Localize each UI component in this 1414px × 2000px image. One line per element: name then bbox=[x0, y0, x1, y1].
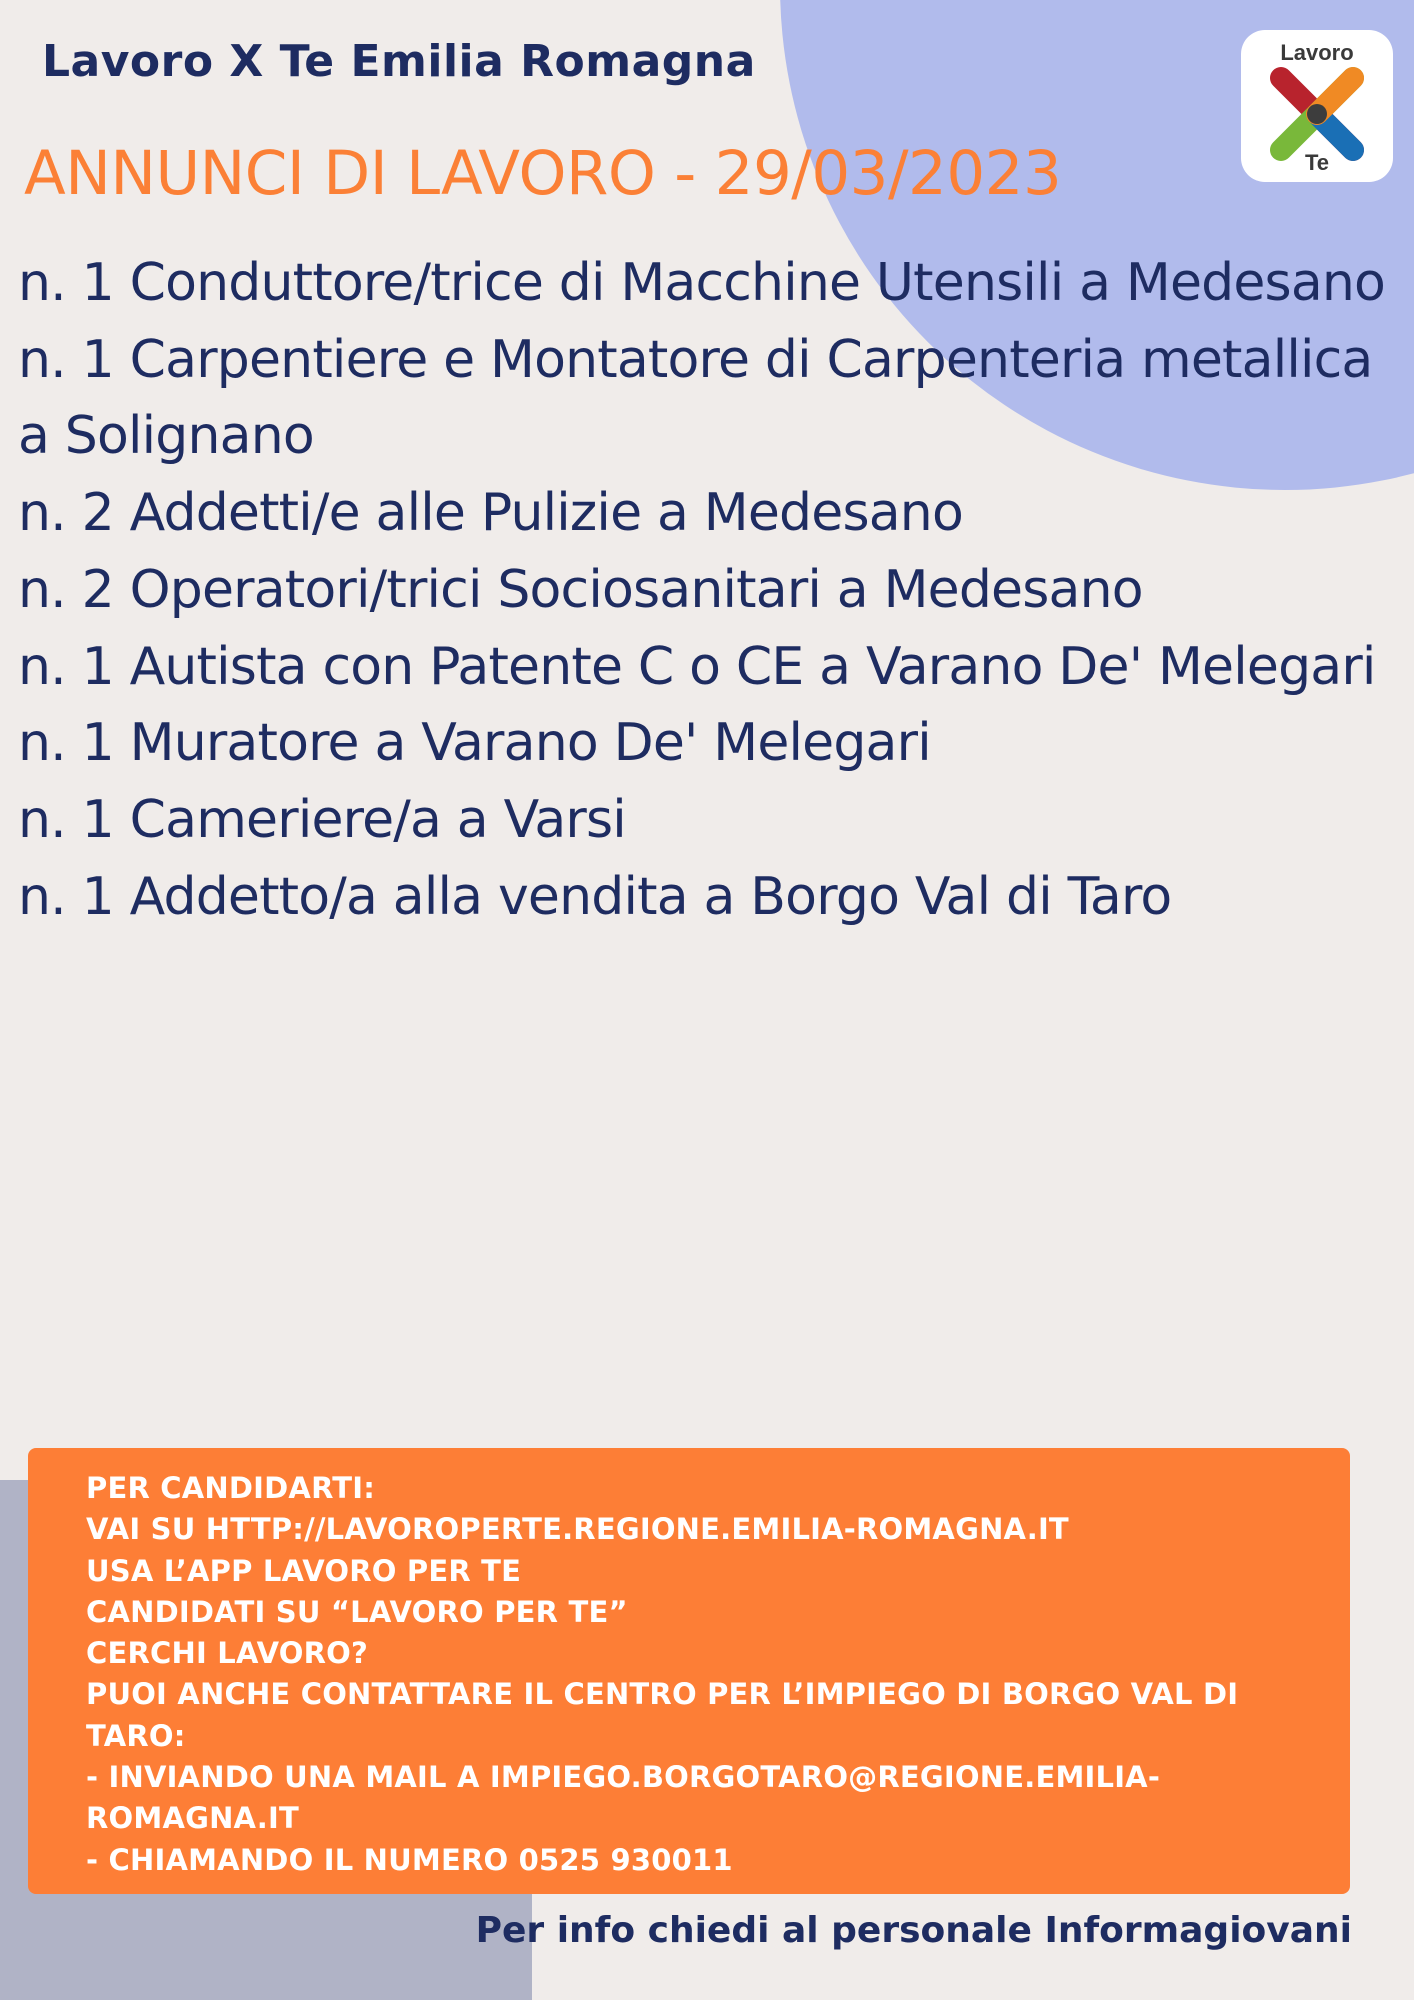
job-item: n. 1 Addetto/a alla vendita a Borgo Val di Taro bbox=[18, 866, 1172, 927]
lavoro-x-te-logo bbox=[1241, 30, 1393, 182]
logo-bottom-text: Te bbox=[1304, 150, 1330, 175]
apply-candidate-line: CANDIDATI SU “LAVORO PER TE” bbox=[86, 1594, 628, 1629]
job-item: n. 1 Carpentiere e Montatore di Carpenteria metallica a Solignano bbox=[18, 329, 1373, 467]
job-item: n. 1 Muratore a Varano De' Melegari bbox=[18, 713, 931, 774]
apply-website-line[interactable]: VAI SU HTTP://LAVOROPERTE.REGIONE.EMILIA-ROMAGNA.IT bbox=[86, 1512, 1069, 1547]
page-headline: ANNUNCI DI LAVORO - 29/03/2023 bbox=[24, 138, 1062, 209]
job-list bbox=[18, 245, 1398, 935]
footer-info: Per info chiedi al personale Informagiovani bbox=[475, 1910, 1352, 1951]
apply-contact-line: PUOI ANCHE CONTATTARE IL CENTRO PER L’IMPIEGO DI BORGO VAL DI TARO: bbox=[86, 1677, 1239, 1753]
job-item: n. 2 Operatori/trici Sociosanitari a Medesano bbox=[18, 559, 1143, 620]
apply-phone-line[interactable]: - CHIAMANDO IL NUMERO 0525 930011 bbox=[86, 1842, 733, 1877]
logo-top-text: Lavoro bbox=[1280, 40, 1354, 65]
apply-email-line[interactable]: - INVIANDO UNA MAIL A IMPIEGO.BORGOTARO@REGIONE.EMILIA-ROMAGNA.IT bbox=[86, 1760, 1161, 1836]
apply-question-line: CERCHI LAVORO? bbox=[86, 1636, 369, 1671]
job-item: n. 1 Autista con Patente C o CE a Varano De' Melegari bbox=[18, 636, 1376, 697]
apply-instructions-box bbox=[28, 1448, 1350, 1894]
job-item: n. 1 Cameriere/a a Varsi bbox=[18, 789, 626, 850]
job-item: n. 2 Addetti/e alle Pulizie a Medesano bbox=[18, 483, 963, 544]
brand-title: Lavoro X Te Emilia Romagna bbox=[42, 36, 756, 87]
job-item: n. 1 Conduttore/trice di Macchine Utensili a Medesano bbox=[18, 253, 1386, 313]
apply-app-line: USA L’APP LAVORO PER TE bbox=[86, 1553, 522, 1588]
apply-heading: PER CANDIDARTI: bbox=[86, 1471, 376, 1505]
